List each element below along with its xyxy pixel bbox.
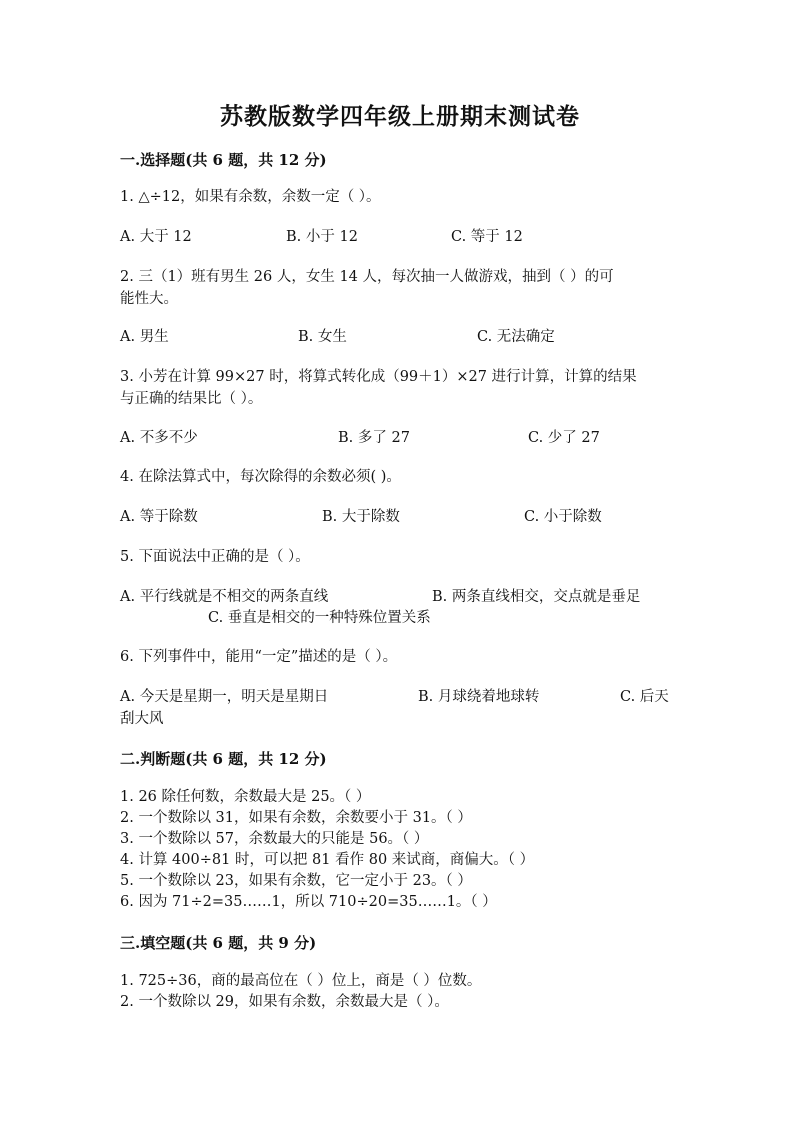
question-3-option-a: A. 不多不少 [120,430,198,446]
question-3-stem-line1: 3. 小芳在计算 99×27 时，将算式转化成（99＋1）×27 进行计算，计算的结果 [120,369,637,385]
question-3-stem-line2: 与正确的结果比（ ）。 [120,391,263,407]
question-2-option-c: C. 无法确定 [477,329,555,345]
section-heading-choice: 一.选择题(共 6 题，共 12 分) [120,151,327,169]
question-6-option-b: B. 月球绕着地球转 [418,689,540,705]
question-4-option-a: A. 等于除数 [120,509,198,525]
fill-blank-item: 2. 一个数除以 29，如果有余数，余数最大是（ ）。 [120,994,449,1010]
judgement-item: 6. 因为 71÷2=35……1，所以 710÷20=35……1。（ ） [120,894,497,910]
fill-blank-item: 1. 725÷36，商的最高位在（ ）位上，商是（ ）位数。 [120,973,482,989]
page-title: 苏教版数学四年级上册期末测试卷 [220,103,580,130]
question-3-option-c: C. 少了 27 [528,430,600,446]
question-1-stem: 1. △÷12，如果有余数，余数一定（ ）。 [120,189,381,205]
question-1-option-a: A. 大于 12 [120,229,192,245]
judgement-item: 2. 一个数除以 31，如果有余数，余数要小于 31。（ ） [120,810,472,826]
section-heading-fill-blank: 三.填空题(共 6 题，共 9 分) [120,934,317,952]
question-2-option-b: B. 女生 [298,329,347,345]
question-4-stem: 4. 在除法算式中，每次除得的余数必须( )。 [120,469,401,485]
question-2-stem-line2: 能性大。 [120,291,178,307]
judgement-item: 1. 26 除任何数，余数最大是 25。（ ） [120,789,371,805]
question-6-stem: 6. 下列事件中，能用“一定”描述的是（ ）。 [120,649,398,665]
question-5-option-c: C. 垂直是相交的一种特殊位置关系 [208,610,431,626]
question-6-option-c-line1: C. 后天 [620,689,669,705]
question-1-option-b: B. 小于 12 [286,229,358,245]
judgement-item: 4. 计算 400÷81 时，可以把 81 看作 80 来试商，商偏大。（ ） [120,852,535,868]
question-2-option-a: A. 男生 [120,329,169,345]
question-1-option-c: C. 等于 12 [451,229,523,245]
judgement-item: 3. 一个数除以 57，余数最大的只能是 56。（ ） [120,831,429,847]
question-4-option-b: B. 大于除数 [322,509,400,525]
question-6-option-c-line2: 刮大风 [120,711,164,727]
question-5-stem: 5. 下面说法中正确的是（ ）。 [120,549,310,565]
section-heading-judgement: 二.判断题(共 6 题，共 12 分) [120,750,327,768]
question-4-option-c: C. 小于除数 [524,509,602,525]
question-5-option-b: B. 两条直线相交，交点就是垂足 [432,589,641,605]
question-2-stem-line1: 2. 三（1）班有男生 26 人，女生 14 人，每次抽一人做游戏，抽到（ ）的可 [120,269,614,285]
judgement-item: 5. 一个数除以 23，如果有余数，它一定小于 23。（ ） [120,873,472,889]
question-3-option-b: B. 多了 27 [338,430,410,446]
question-5-option-a: A. 平行线就是不相交的两条直线 [120,589,329,605]
question-6-option-a: A. 今天是星期一，明天是星期日 [120,689,329,705]
